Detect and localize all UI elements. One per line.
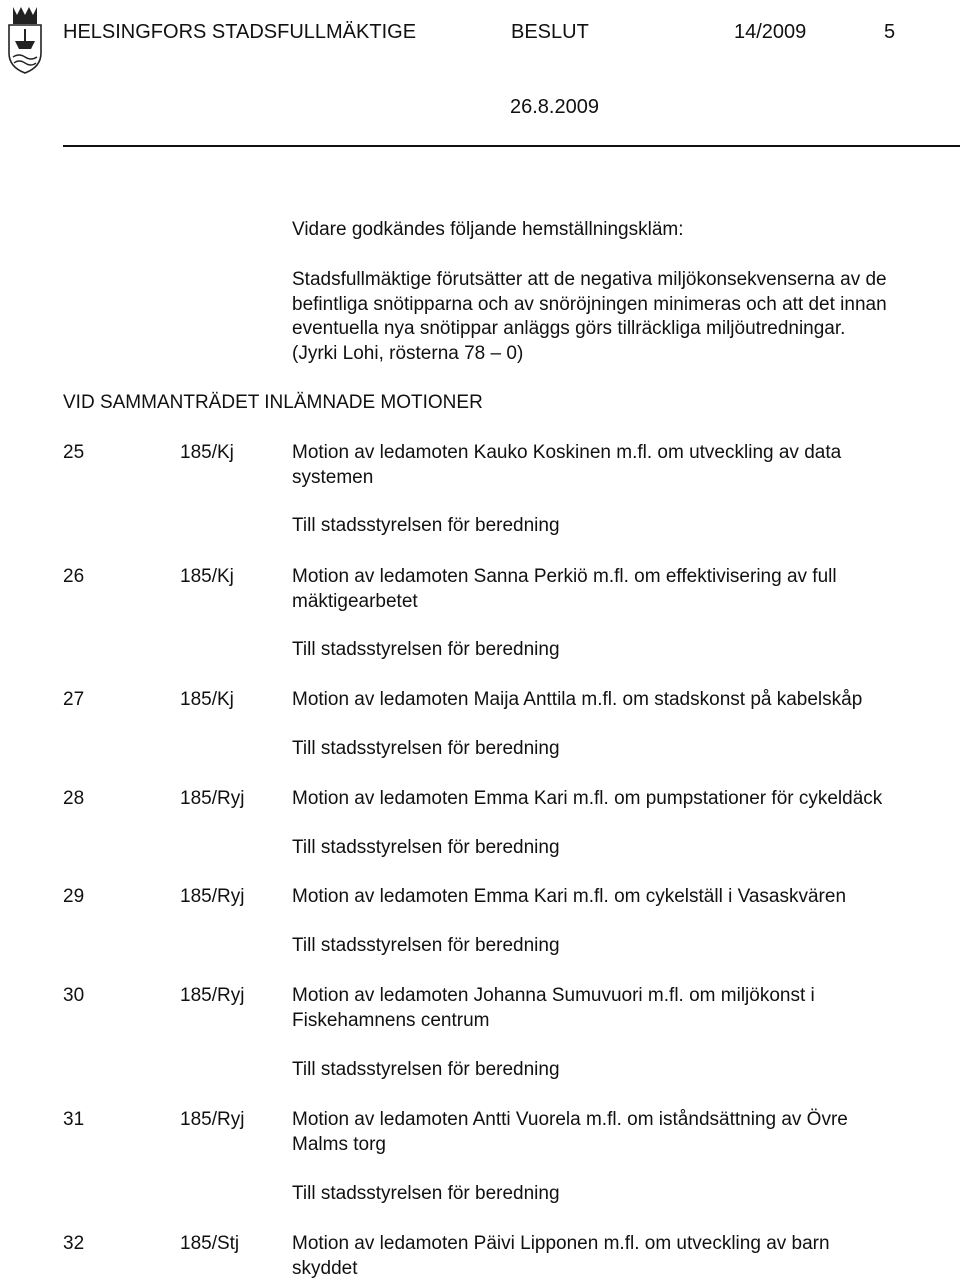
paragraph-line: befintliga snötipparna och av snöröjningen minimeras och att det innan [292,293,887,315]
header-decision-number: 14/2009 [734,21,807,43]
paragraph-line: Stadsfullmäktige förutsätter att de negativa miljökonsekvenserna av de [292,269,887,290]
motion-title [292,565,942,614]
motion-number: 28 [63,788,85,809]
header-organization: HELSINGFORS STADSFULLMÄKTIGE [63,21,417,43]
motion-number: 32 [63,1233,85,1254]
motion-action: Till stadsstyrelsen för beredning [292,1183,560,1204]
motion-title [292,1108,942,1157]
header-date: 26.8.2009 [510,96,599,118]
motion-title-line: skyddet [292,1257,358,1279]
motion-action: Till stadsstyrelsen för beredning [292,935,560,956]
motion-title [292,885,942,910]
motion-action: Till stadsstyrelsen för beredning [292,1059,560,1080]
motion-title-line: systemen [292,466,374,488]
motion-reference: 185/Kj [180,689,234,710]
motion-action: Till stadsstyrelsen för beredning [292,515,560,536]
motion-reference: 185/Ryj [180,788,245,809]
motion-title-line: mäktigearbetet [292,590,418,612]
motion-title-line: Motion av ledamoten Antti Vuorela m.fl. om iståndsättning av Övre [292,1109,848,1130]
motion-title [292,787,942,812]
motion-action: Till stadsstyrelsen för beredning [292,639,560,660]
intro-text: Vidare godkändes följande hemställningskläm: [292,219,684,240]
motion-number: 31 [63,1109,85,1130]
header-page-number: 5 [884,21,896,43]
motion-reference: 185/Ryj [180,886,245,907]
motion-title [292,1232,942,1281]
motion-title-line: Motion av ledamoten Emma Kari m.fl. om cykelställ i Vasaskvären [292,886,847,907]
motion-title-line: Motion av ledamoten Päivi Lipponen m.fl. om utveckling av barn [292,1233,830,1254]
header-document-type: BESLUT [511,21,589,43]
motion-title-line: Motion av ledamoten Emma Kari m.fl. om pumpstationer för cykeldäck [292,788,883,809]
header-divider [63,145,960,147]
motion-number: 27 [63,689,85,710]
motion-number: 29 [63,886,85,907]
motion-title [292,688,942,713]
resolution-paragraph [292,268,932,366]
section-heading: VID SAMMANTRÄDET INLÄMNADE MOTIONER [63,392,483,413]
motion-number: 25 [63,442,85,463]
motion-reference: 185/Stj [180,1233,240,1254]
motion-title-line: Motion av ledamoten Johanna Sumuvuori m.fl. om miljökonst i [292,985,815,1006]
motion-reference: 185/Kj [180,566,234,587]
motion-title [292,441,942,490]
motion-action: Till stadsstyrelsen för beredning [292,738,560,759]
motion-number: 26 [63,566,85,587]
motion-title-line: Motion av ledamoten Kauko Koskinen m.fl. om utveckling av data [292,442,842,463]
motion-reference: 185/Ryj [180,985,245,1006]
motion-title-line: Motion av ledamoten Maija Anttila m.fl. om stadskonst på kabelskåp [292,689,863,710]
motion-title-line: Malms torg [292,1133,386,1155]
motion-action: Till stadsstyrelsen för beredning [292,837,560,858]
motion-title-line: Fiskehamnens centrum [292,1009,490,1031]
paragraph-line: eventuella nya snötippar anläggs görs tillräckliga miljöutredningar. [292,318,846,339]
motion-reference: 185/Kj [180,442,234,463]
motion-title-line: Motion av ledamoten Sanna Perkiö m.fl. om effektivisering av full [292,566,837,587]
vote-result: (Jyrki Lohi, rösterna 78 – 0) [292,342,524,364]
motion-number: 30 [63,985,85,1006]
city-crest-logo [3,1,47,75]
motion-title [292,984,942,1033]
motion-reference: 185/Ryj [180,1109,245,1130]
